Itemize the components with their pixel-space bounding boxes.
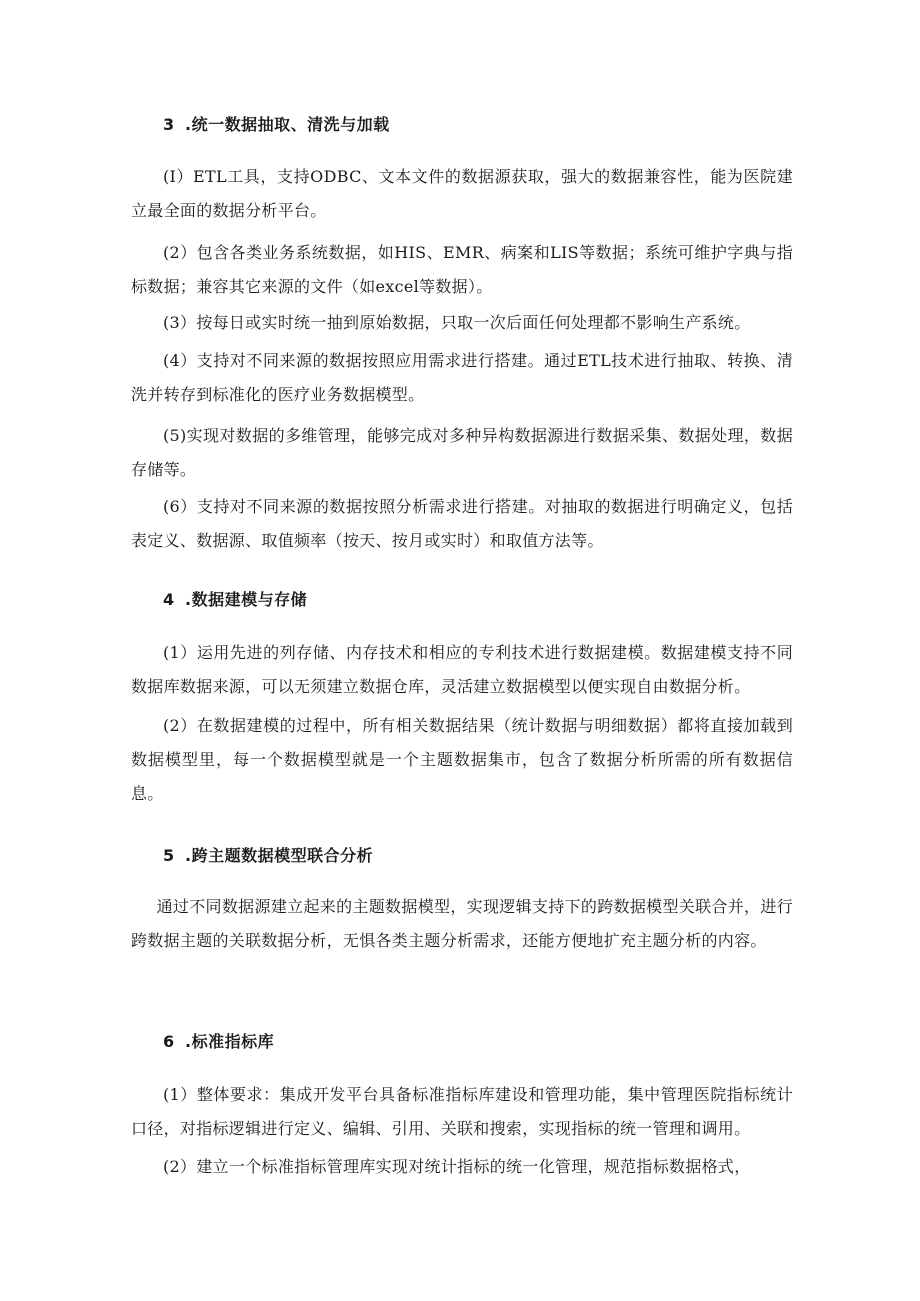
section-heading-4	[163, 590, 307, 610]
paragraph: (2）包含各类业务系统数据，如HIS、EMR、病案和LIS等数据；系统可维护字典与指标数据；兼容其它来源的文件（如excel等数据）。	[131, 243, 793, 296]
section-heading-3	[163, 115, 390, 135]
section-heading-6	[163, 1032, 274, 1052]
section-number: 4	[163, 590, 175, 609]
paragraph: (1）整体要求：集成开发平台具备标准指标库建设和管理功能，集中管理医院指标统计口径，对指标逻辑进行定义、编辑、引用、关联和搜索，实现指标的统一管理和调用。	[131, 1085, 793, 1138]
section-number: 3	[163, 115, 175, 134]
paragraph: 通过不同数据源建立起来的主题数据模型，实现逻辑支持下的跨数据模型关联合并，进行跨数据主题的关联数据分析，无惧各类主题分析需求，还能方便地扩充主题分析的内容。	[131, 897, 793, 950]
paragraph: (3）按每日或实时统一抽到原始数据，只取一次后面任何处理都不影响生产系统。	[163, 313, 751, 332]
paragraph: (2）在数据建模的过程中，所有相关数据结果（统计数据与明细数据）都将直接加载到数据模型里，每一个数据模型就是一个主题数据集市，包含了数据分析所需的所有数据信息。	[131, 716, 793, 803]
paragraph: (5)实现对数据的多维管理，能够完成对多种异构数据源进行数据采集、数据处理，数据存储等。	[131, 426, 793, 479]
section-number: 5	[163, 846, 175, 865]
paragraph: (2）建立一个标准指标管理库实现对统计指标的统一化管理，规范指标数据格式，	[163, 1157, 751, 1176]
section-title: .统一数据抽取、清洗与加载	[185, 115, 390, 134]
section-title: .数据建模与存储	[185, 590, 308, 609]
paragraph: (1）运用先进的列存储、内存技术和相应的专利技术进行数据建模。数据建模支持不同数据库数据来源，可以无须建立数据仓库，灵活建立数据模型以便实现自由数据分析。	[131, 643, 793, 696]
paragraph: (4）支持对不同来源的数据按照应用需求进行搭建。通过ETL技术进行抽取、转换、清洗并转存到标准化的医疗业务数据模型。	[131, 351, 793, 404]
section-heading-5	[163, 846, 373, 866]
section-title: .跨主题数据模型联合分析	[185, 846, 374, 865]
paragraph: (I）ETL工具，支持ODBC、文本文件的数据源获取，强大的数据兼容性，能为医院建立最全面的数据分析平台。	[131, 167, 793, 220]
section-title: .标准指标库	[185, 1032, 275, 1051]
section-number: 6	[163, 1032, 175, 1051]
paragraph: (6）支持对不同来源的数据按照分析需求进行搭建。对抽取的数据进行明确定义，包括表定义、数据源、取值频率（按天、按月或实时）和取值方法等。	[131, 497, 793, 550]
